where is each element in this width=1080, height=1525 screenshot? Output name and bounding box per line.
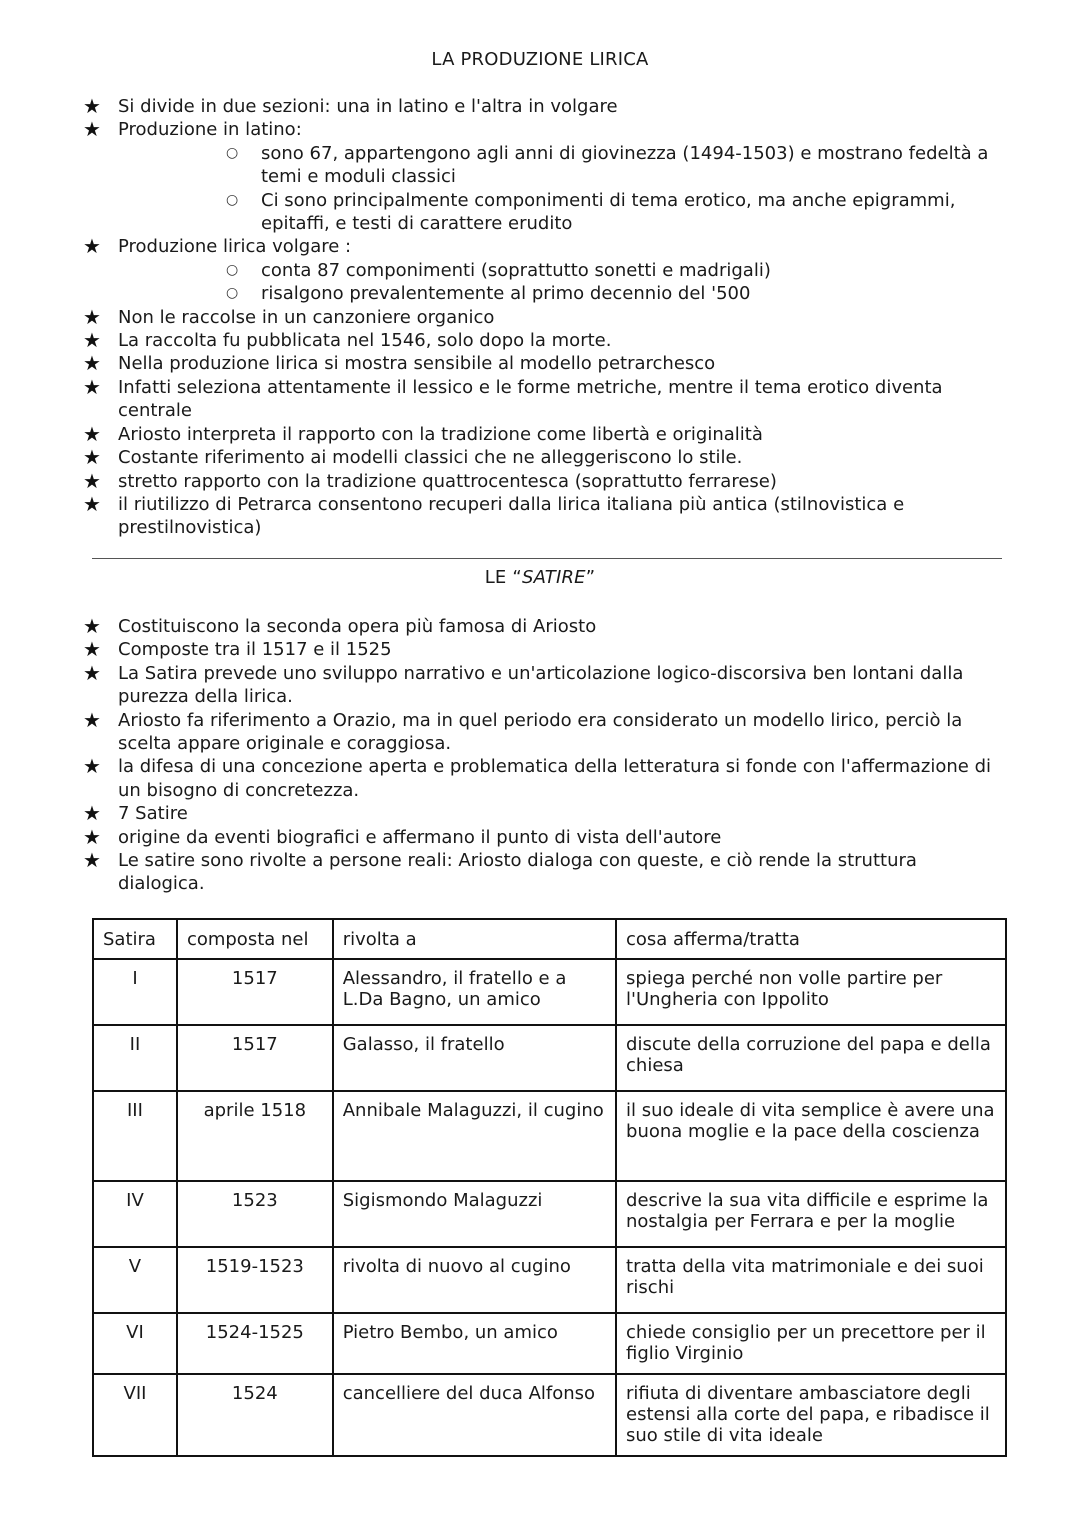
cell-satira: II	[93, 1025, 177, 1091]
list-item	[0, 849, 1008, 896]
sub-list-item-text: conta 87 componimenti (soprattutto sonetti e madrigali)	[261, 259, 771, 281]
table-row	[93, 1374, 1006, 1456]
cell-composta-nel: aprile 1518	[177, 1091, 333, 1181]
list-item-text: Nella produzione lirica si mostra sensibile al modello petrarchesco	[118, 353, 716, 375]
list-item	[0, 329, 1008, 352]
cell-cosa-afferma: chiede consiglio per un precettore per il figlio Virginio	[616, 1313, 1006, 1374]
list-item-text: Produzione lirica volgare :	[118, 236, 352, 258]
list-item	[0, 423, 1008, 446]
list-item-text: Costituiscono la seconda opera più famosa di Ariosto	[118, 616, 597, 637]
cell-satira: III	[93, 1091, 177, 1181]
sub-list-item-text: Ci sono principalmente componimenti di tema erotico, ma anche epigrammi, epitaffi, e testi di carattere erudito	[261, 189, 956, 235]
header-satira: Satira	[93, 919, 177, 959]
list-item	[0, 493, 1008, 540]
table-row	[93, 1025, 1006, 1091]
cell-composta-nel: 1519-1523	[177, 1247, 333, 1313]
section-title-satire: LE “SATIRE”	[484, 567, 596, 588]
list-item-text: 7 Satire	[118, 803, 188, 825]
list-item	[0, 95, 1008, 118]
star-icon: ★	[83, 374, 101, 399]
list-item	[0, 615, 1008, 638]
star-icon: ★	[83, 660, 101, 685]
star-icon: ★	[83, 468, 101, 493]
list-item-text: Costante riferimento ai modelli classici che ne alleggeriscono lo stile.	[118, 447, 743, 469]
list-item-text: Le satire sono rivolte a persone reali: Ariosto dialoga con queste, e ciò rende la struttura dialogica.	[118, 850, 917, 895]
sub-list-item	[118, 189, 1001, 236]
cell-satira: V	[93, 1247, 177, 1313]
list-item	[0, 376, 1008, 423]
cell-cosa-afferma: rifiuta di diventare ambasciatore degli estensi alla corte del papa, e ribadisce il suo stile di vita ideale	[616, 1374, 1006, 1456]
header-rivolta-a: rivolta a	[333, 919, 616, 959]
star-icon: ★	[83, 304, 101, 329]
list-item-text: la difesa di una concezione aperta e problematica della letteratura si fonde con l'affermazione di un bisogno di concretezza.	[118, 756, 992, 801]
list-item-text: Produzione in latino:	[118, 119, 302, 141]
list-item	[0, 446, 1008, 469]
list-item-text: La raccolta fu pubblicata nel 1546, solo dopo la morte.	[118, 330, 612, 352]
star-icon: ★	[83, 707, 101, 732]
table-row	[93, 1247, 1006, 1313]
star-icon: ★	[83, 848, 101, 873]
table-row	[93, 1091, 1006, 1181]
table-row	[93, 1313, 1006, 1374]
star-icon: ★	[83, 614, 101, 638]
star-icon: ★	[83, 754, 101, 779]
sub-list-item-text: sono 67, appartengono agli anni di giovinezza (1494-1503) e mostrano fedeltà a temi e moduli classici	[261, 142, 989, 188]
cell-cosa-afferma: discute della corruzione del papa e della chiesa	[616, 1025, 1006, 1091]
cell-rivolta-a: Alessandro, il fratello e a L.Da Bagno, un amico	[333, 959, 616, 1025]
cell-composta-nel: 1517	[177, 1025, 333, 1091]
cell-cosa-afferma: spiega perché non volle partire per l'Ungheria con Ippolito	[616, 959, 1006, 1025]
cell-rivolta-a: cancelliere del duca Alfonso	[333, 1374, 616, 1456]
section-divider	[92, 558, 1002, 559]
satire-table	[92, 918, 1007, 1457]
list-item	[0, 235, 1008, 305]
star-icon: ★	[83, 351, 101, 376]
cell-rivolta-a: Galasso, il fratello	[333, 1025, 616, 1091]
star-icon: ★	[83, 234, 101, 259]
list-item-text: origine da eventi biografici e affermano il punto di vista dell'autore	[118, 826, 722, 848]
circle-icon: ○	[226, 261, 239, 278]
cell-cosa-afferma: descrive la sua vita difficile e esprime la nostalgia per Ferrara e per la moglie	[616, 1181, 1006, 1247]
list-item	[0, 352, 1008, 375]
cell-cosa-afferma: tratta della vita matrimoniale e dei suoi rischi	[616, 1247, 1006, 1313]
list-item-text: Composte tra il 1517 e il 1525	[118, 639, 392, 661]
list-item-text: Infatti seleziona attentamente il lessico e le forme metriche, mentre il tema erotico diventa centrale	[118, 376, 943, 422]
list-item-text: La Satira prevede uno sviluppo narrativo e un'articolazione logico-discorsiva ben lontani dalla purezza della lirica.	[118, 662, 964, 708]
cell-cosa-afferma: il suo ideale di vita semplice è avere una buona moglie e la pace della coscienza	[616, 1091, 1006, 1181]
list-item-text: Ariosto fa riferimento a Orazio, ma in quel periodo era considerato un modello lirico, perciò la scelta appare originale e coraggiosa.	[118, 709, 963, 755]
cell-rivolta-a: Annibale Malaguzzi, il cugino	[333, 1091, 616, 1181]
list-item-text: il riutilizzo di Petrarca consentono recuperi dalla lirica italiana più antica (stilnovistica e prestilnovistica)	[118, 493, 905, 539]
list-item	[0, 755, 1008, 802]
cell-satira: IV	[93, 1181, 177, 1247]
star-icon: ★	[83, 328, 101, 353]
list-item-text: Non le raccolse in un canzoniere organico	[118, 306, 495, 328]
star-icon: ★	[83, 445, 101, 470]
star-icon: ★	[83, 491, 101, 516]
cell-composta-nel: 1524-1525	[177, 1313, 333, 1374]
star-icon: ★	[83, 801, 101, 826]
list-item	[0, 118, 1008, 235]
sub-list-item	[118, 142, 1001, 189]
sub-list-item	[118, 259, 1001, 282]
cell-composta-nel: 1517	[177, 959, 333, 1025]
list-item-text: Si divide in due sezioni: una in latino e l'altra in volgare	[118, 96, 618, 117]
cell-satira: I	[93, 959, 177, 1025]
cell-rivolta-a: Sigismondo Malaguzzi	[333, 1181, 616, 1247]
header-composta-nel: composta nel	[177, 919, 333, 959]
star-icon: ★	[83, 117, 101, 142]
sub-list-item	[118, 282, 1001, 305]
star-icon: ★	[83, 94, 101, 118]
sub-list	[118, 259, 1008, 306]
circle-icon: ○	[226, 285, 239, 302]
star-icon: ★	[83, 421, 101, 446]
table-header-row	[93, 919, 1006, 959]
cell-rivolta-a: rivolta di nuovo al cugino	[333, 1247, 616, 1313]
list-item	[0, 638, 1008, 661]
sub-list	[118, 142, 1008, 236]
circle-icon: ○	[226, 191, 239, 208]
list-item	[0, 662, 1008, 709]
header-cosa-afferma: cosa afferma/tratta	[616, 919, 1006, 959]
cell-composta-nel: 1523	[177, 1181, 333, 1247]
table-row	[93, 959, 1006, 1025]
star-icon: ★	[83, 824, 101, 849]
list-item	[0, 306, 1008, 329]
satire-bullet-list	[0, 615, 1008, 896]
cell-rivolta-a: Pietro Bembo, un amico	[333, 1313, 616, 1374]
circle-icon: ○	[226, 144, 239, 161]
section-title-lirica: LA PRODUZIONE LIRICA	[431, 49, 649, 70]
lirica-bullet-list	[0, 95, 1008, 540]
cell-satira: VI	[93, 1313, 177, 1374]
cell-satira: VII	[93, 1374, 177, 1456]
star-icon: ★	[83, 637, 101, 662]
list-item	[0, 470, 1008, 493]
table-row	[93, 1181, 1006, 1247]
sub-list-item-text: risalgono prevalentemente al primo decennio del '500	[261, 283, 751, 305]
list-item-text: Ariosto interpreta il rapporto con la tradizione come libertà e originalità	[118, 423, 763, 445]
list-item-text: stretto rapporto con la tradizione quattrocentesca (soprattutto ferrarese)	[118, 470, 777, 492]
list-item	[0, 709, 1008, 756]
list-item	[0, 802, 1008, 825]
list-item	[0, 826, 1008, 849]
cell-composta-nel: 1524	[177, 1374, 333, 1456]
